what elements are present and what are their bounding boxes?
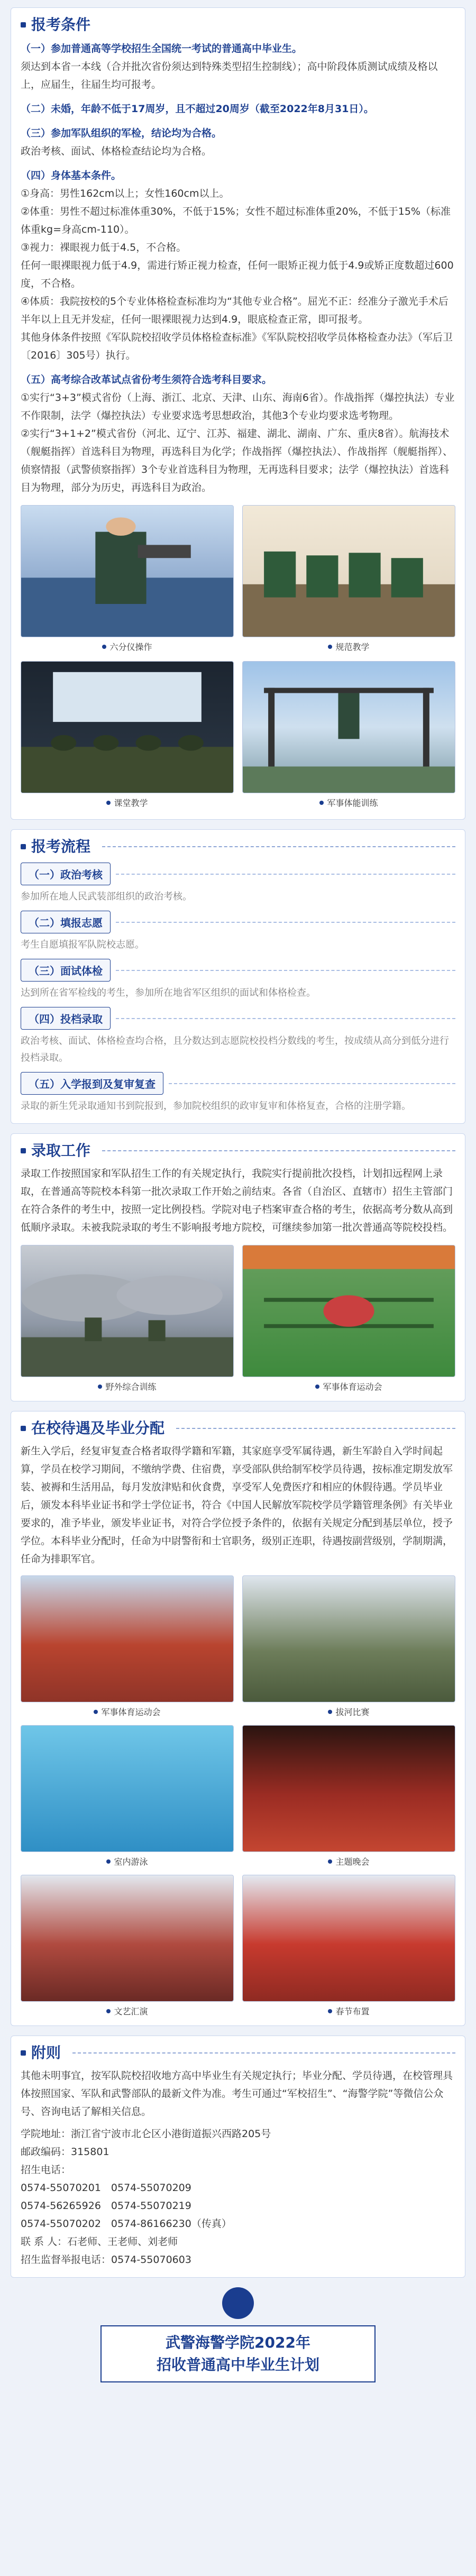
contact-line: 0574-55070202 0574-86166230（传真） [21,2218,232,2230]
section-process [11,829,465,1124]
physical-line: ④体质：我院按校的5个专业体格检查标准均为“其他专业合格”。屈光不正：经准分子激光手术后半年以上且无并发症，任何一眼裸眼视力达到4.9，眼底检查正常，即可报考。 [21,296,448,325]
contact-line: 0574-55070201 0574-55070209 [21,2182,191,2194]
caption: 六分仪操作 [21,640,234,653]
process-step: （四）投档录取 [21,1007,111,1030]
divider [116,970,455,971]
requirement-1-text: 须达到本省一本线（合并批次省份须达到特殊类型招生控制线）；高中阶段体质测试成绩及格以上，应届生，往届生均可报考。 [21,61,438,90]
subjects-line: ②实行“3+1+2”模式省份（河北、辽宁、江苏、福建、湖北、湖南、广东、重庆8省）。航海技术（舰艇指挥）首选科目为物理，再选科目为化学；作战指挥（爆控执法）、作战指挥（舰艇指挥）、侦察情报（武警侦察指挥）3个专业首选科目为物理，无再选科目要求；法学（爆控执法）首选科目为物理，部分为历史，再选科目为政治。 [21,428,453,493]
caption: 春节布置 [242,2005,455,2017]
section-title: 报考条件 [21,17,455,32]
physical-line: ③视力：裸眼视力低于4.5，不合格。 [21,242,187,253]
divider [72,2052,455,2054]
photo-fitness [242,661,455,793]
requirement-3-text: 政治考核、面试、体格检查结论均为合格。 [21,145,212,157]
process-step: （一）政治考核 [21,863,111,885]
photo-teaching [242,505,455,637]
divider [102,1150,455,1151]
process-text: 录取的新生凭录取通知书到院报到，参加院校组织的政审复审和体格复查，合格的注册学籍。 [21,1101,411,1112]
photo-field-training [21,1245,234,1377]
dot-icon [328,1710,332,1714]
contact-line: 联 系 人：石老师、王老师、刘老师 [21,2236,178,2248]
photo-tug-of-war [242,1575,455,1702]
dot-icon [102,645,106,649]
section-title: 在校待遇及毕业分配 [21,1421,455,1436]
bullet-icon [21,844,26,849]
photo-sports-meet [242,1245,455,1377]
process-text: 达到所在省军检线的考生，参加所在地省军区组织的面试和体格检查。 [21,987,316,998]
footer-title-2: 招收普通高中毕业生计划 [156,2356,319,2373]
physical-head: （四）身体基本条件。 [21,170,122,181]
contact-line: 0574-56265926 0574-55070219 [21,2200,191,2212]
contact-line: 招生监督举报电话：0574-55070603 [21,2254,191,2266]
subjects-head: （五）高考综合改革试点省份考生须符合选考科目要求。 [21,374,272,386]
caption: 文艺汇演 [21,2005,234,2017]
footer [0,2287,476,2382]
divider [116,922,455,923]
process-step: （三）面试体检 [21,959,111,982]
caption: 军事体能训练 [242,796,455,809]
caption: 课堂教学 [21,796,234,809]
footer-title-1: 武警海警学院2022年 [166,2334,310,2351]
physical-line: 其他身体条件按照《军队院校招收学员体格检查标准》《军队院校招收学员体格检查办法》（军后卫〔2016〕305号）执行。 [21,332,453,361]
caption: 室内游泳 [21,1855,234,1867]
caption: 军事体育运动会 [21,1706,234,1718]
footer-box [100,2325,376,2382]
requirement-2-head: （二）未婚，年龄不低于17周岁，且不超过20周岁（截至2022年8月31日）。 [21,103,374,115]
caption: 规范教学 [242,640,455,653]
bullet-icon [21,22,26,27]
subjects-line: ①实行“3+3”模式省份（上海、浙江、北京、天津、山东、海南6省）。作战指挥（爆控执法）专业不作限制，法学（爆控执法）专业要求选考思想政治，其他3个专业均要求选考物理。 [21,392,455,421]
bullet-icon [21,2050,26,2056]
process-text: 参加所在地人民武装部组织的政治考核。 [21,891,192,902]
photo-performance [21,1875,234,2002]
dot-icon [106,2009,111,2013]
divider [176,1428,455,1429]
requirement-3-head: （三）参加军队组织的军检，结论均为合格。 [21,127,222,139]
admission-text: 录取工作按照国家和军队招生工作的有关规定执行，我院实行提前批次投档，计划扣远程网上录取，在普通高等院校本科第一批次录取工作开始之前结束。各省（自治区、直辖市）招生主管部门在符合条件的考生中，按照一定比例投档。学院对电子档案审查合格的考生，依据高考分数从高到低顺序录取。未被我院录取的考生不影响报考地方院校，可继续参加第一批次普通高等院校投档。 [21,1168,453,1233]
photo-swimming [21,1725,234,1852]
appendix-text: 其他未明事宜，按军队院校招收地方高中毕业生有关规定执行；毕业分配、学员待遇，在校管理具体按照国家、军队和武警部队的最新文件为准。考生可通过“军校招生”、“海警学院”等微信公众号、咨询电话了解相关信息。 [21,2070,453,2117]
contact-line: 招生电话： [21,2164,71,2176]
dot-icon [94,1710,98,1714]
section-treatment [11,1411,465,2026]
dot-icon [319,801,324,805]
divider [116,874,455,875]
dot-icon [315,1385,319,1389]
photo-theme-party [242,1725,455,1852]
physical-line: ②体重：男性不超过标准体重30%，不低于15%；女性不超过标准体重20%，不低于15%（标准体重kg=身高cm-110）。 [21,206,451,235]
section-admission [11,1133,465,1401]
bullet-icon [21,1148,26,1153]
treatment-text: 新生入学后，经复审复查合格者取得学籍和军籍，其家庭享受军属待遇，新生军龄自入学时间起算，学员在校学习期间，不缴纳学费、住宿费，享受部队供给制军校学员待遇，按标准定期发放军装、被褥和生活用品，每月发放津贴和伙食费，享受军人免费医疗和相应的休假待遇。学员毕业后，颁发本科毕业证书和学士学位证书，符合《中国人民解放军院校学员学籍管理条例》有关毕业要求的，准予毕业，颁发毕业证书，对符合学位授予条件的，依据有关规定分配到基层单位，授予学位。本科毕业分配时，任命为中尉警衔和士官职务，级别正连职，待遇按副营级别，学制期满，任命为排职军官。 [21,1445,453,1565]
photo-classroom [21,661,234,793]
dot-icon [98,1385,102,1389]
process-text: 政治考核、面试、体格检查均合格，且分数达到志愿院校投档分数线的考生，按成绩从高分到低分进行投档录取。 [21,1035,449,1064]
process-step: （五）入学报到及复审复查 [21,1072,163,1095]
divider [116,1018,455,1019]
dot-icon [328,1859,332,1864]
divider [169,1083,455,1084]
dot-icon [328,645,332,649]
photo-sports-day [21,1575,234,1702]
caption: 主题晚会 [242,1855,455,1867]
photo-spring-festival [242,1875,455,2002]
physical-line: 任何一眼裸眼视力低于4.9，需进行矫正视力检查，任何一眼矫正视力低于4.9或矫正度数超过600度，不合格。 [21,260,454,289]
footer-circle [222,2287,254,2319]
divider [102,846,455,847]
dot-icon [106,801,111,805]
caption: 军事体育运动会 [242,1380,455,1392]
process-text: 考生自愿填报军队院校志愿。 [21,939,144,950]
bullet-icon [21,1426,26,1431]
photo-sextant [21,505,234,637]
section-title: 报考流程 [21,839,455,854]
section-title: 附则 [21,2046,455,2060]
dot-icon [106,1859,111,1864]
section-requirements [11,7,465,820]
requirement-1-head: （一）参加普通高等学校招生全国统一考试的普通高中毕业生。 [21,43,303,54]
contact-line: 学院地址：浙江省宁波市北仑区小港街道振兴西路205号 [21,2128,271,2140]
physical-line: ①身高：男性162cm以上；女性160cm以上。 [21,188,230,199]
caption: 拔河比赛 [242,1706,455,1718]
contact-line: 邮政编码：315801 [21,2146,109,2158]
section-appendix [11,2036,465,2278]
dot-icon [328,2009,332,2013]
section-title: 录取工作 [21,1143,455,1158]
process-step: （二）填报志愿 [21,911,111,933]
caption: 野外综合训练 [21,1380,234,1392]
